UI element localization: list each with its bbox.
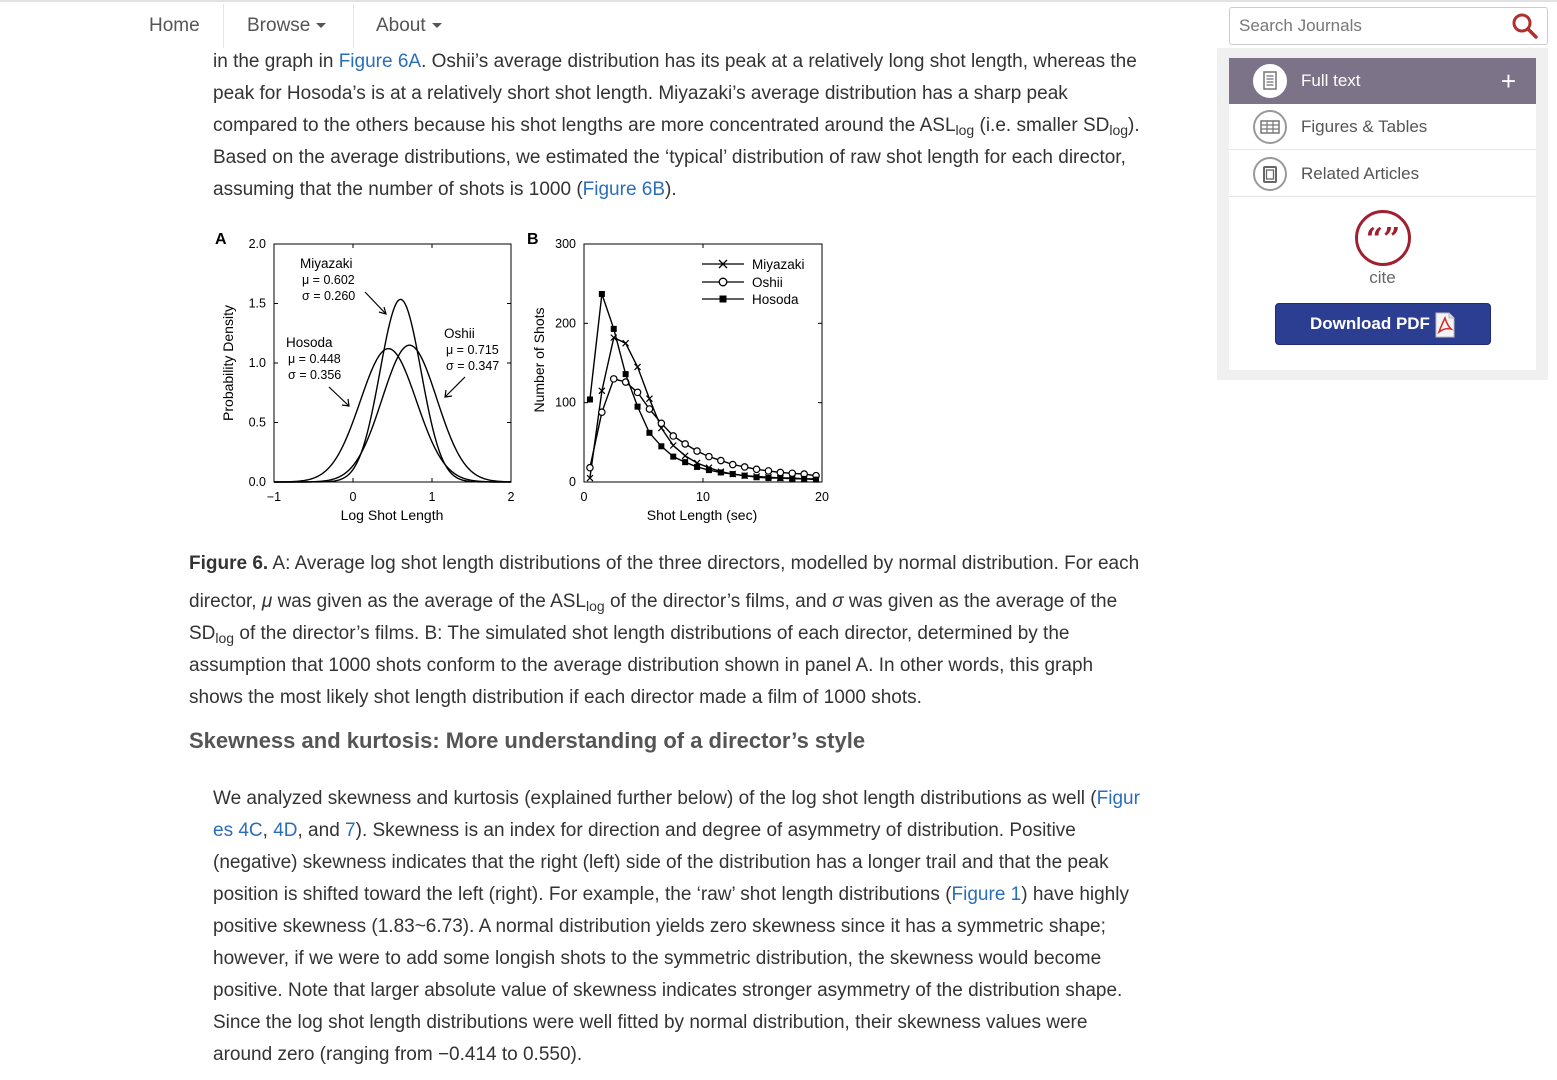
data-point: [635, 404, 641, 410]
miyazaki-annotation-name: Miyazaki: [300, 256, 353, 271]
series-oshii: [587, 376, 820, 479]
data-point: [694, 448, 700, 454]
plus-icon[interactable]: +: [1500, 66, 1516, 96]
data-point: [599, 291, 605, 297]
sidebar-item-label: Related Articles: [1301, 164, 1420, 183]
table-icon: [1253, 110, 1287, 144]
paragraph-intro: [213, 46, 1193, 206]
legend-label-hosoda: Hosoda: [752, 292, 799, 307]
sidebar-item-full-text[interactable]: [1229, 58, 1536, 104]
x-tick-label: 20: [815, 490, 829, 504]
data-point: [742, 473, 748, 479]
svg-text:“”: “”: [1365, 222, 1401, 257]
download-pdf-button[interactable]: [1275, 303, 1491, 345]
legend-marker-hosoda: [720, 296, 727, 303]
nav-home-label: Home: [149, 15, 200, 36]
sidebar-panel: [1229, 58, 1536, 370]
article-sidebar: [1217, 48, 1548, 380]
data-point: [658, 420, 664, 426]
link-figures-4c-cont[interactable]: es 4C: [213, 820, 263, 841]
y-tick-label: 0.0: [248, 475, 266, 489]
data-point: [706, 467, 712, 473]
text-line: assuming that the number of shots is 1000 (Figure 6B).: [213, 179, 677, 200]
text-line: positive. Note that larger absolute value of skewness indicates stronger asymmetry of the distribution shape.: [213, 980, 1123, 1001]
y-tick-label: 300: [555, 237, 576, 251]
panel-a-curves: [274, 299, 511, 482]
y-tick-label: 2.0: [248, 237, 266, 251]
data-point: [694, 464, 700, 470]
data-point: [765, 468, 771, 474]
data-point: [646, 430, 652, 436]
miyazaki-annotation-mu: μ = 0.602: [302, 273, 355, 287]
data-point: [777, 469, 783, 475]
data-point: [718, 457, 724, 463]
text-line: peak for Hosoda’s is at a relatively short shot length. Miyazaki’s average distribution has a sharp peak: [213, 83, 1068, 104]
section-heading: Skewness and kurtosis: More understanding of a director’s style: [189, 728, 866, 753]
series-line: [590, 379, 816, 476]
data-point: [670, 443, 676, 449]
panel-b-legend: [702, 257, 805, 307]
data-point: [682, 441, 688, 447]
x-tick-label: 10: [696, 490, 710, 504]
x-tick-label: 2: [507, 490, 515, 504]
miyazaki-annotation-sigma: σ = 0.260: [302, 289, 356, 303]
data-point: [611, 326, 617, 332]
nav-home[interactable]: [127, 4, 222, 48]
text-line: in the graph in Figure 6A. Oshii’s average distribution has its peak at a relatively long shot length, whereas the: [213, 51, 1137, 72]
data-point: [646, 396, 652, 402]
figure-caption: [189, 548, 1184, 714]
data-point: [682, 459, 688, 465]
text-line: (negative) skewness indicates that the right (left) side of the distribution has a longer trail and that the peak: [213, 852, 1109, 873]
data-point: [789, 476, 795, 482]
text-line: We analyzed skewness and kurtosis (explained further below) of the log shot length distributions as well (Figur: [213, 788, 1140, 809]
y-tick-label: 1.0: [248, 356, 266, 370]
data-point: [730, 461, 736, 467]
y-tick-label: 0.5: [248, 415, 266, 430]
nav-browse-label: Browse: [247, 15, 311, 36]
series-line: [590, 338, 816, 479]
x-tick-label: −1: [266, 490, 282, 504]
link-figure-1[interactable]: Figure 1: [951, 884, 1022, 905]
text-line: positive skewness (1.83~6.73). A normal distribution yields zero skewness since it has a symmetric shape;: [213, 916, 1106, 937]
hosoda-annotation-mu: μ = 0.448: [288, 352, 341, 366]
data-point: [623, 340, 629, 346]
copy-icon: [1253, 157, 1287, 191]
nav-browse[interactable]: [225, 4, 348, 48]
text-line: position is shifted toward the left (right). For example, the ‘raw’ shot length distributions (Figure 1) have highly: [213, 884, 1129, 905]
data-point: [611, 376, 617, 382]
data-point: [634, 389, 640, 395]
text-line: Based on the average distributions, we estimated the ‘typical’ distribution of raw shot length for each director,: [213, 147, 1126, 168]
data-point: [623, 371, 629, 377]
legend-label-miyazaki: Miyazaki: [752, 257, 805, 272]
curve-miyazaki: [274, 299, 511, 482]
text-line: $SD_{log}$ of the director’s films. B: The simulated shot length distributions of each director, determined by the: [189, 623, 1070, 646]
search-box: [1229, 7, 1548, 45]
hosoda-annotation-name: Hosoda: [286, 335, 333, 350]
data-point: [587, 396, 593, 402]
panel-a-ylabel: Probability Density: [220, 305, 236, 421]
oshii-annotation-mu: μ = 0.715: [446, 343, 499, 357]
pdf-icon: [1434, 312, 1456, 338]
search-icon[interactable]: [1511, 12, 1539, 40]
legend-marker-oshii: [719, 278, 727, 286]
figure-6-svg: [205, 222, 845, 532]
text-line: assumption that 1000 shots conform to the average distribution shown in panel A. In other words, this graph: [189, 655, 1094, 676]
data-point: [658, 443, 664, 449]
panel-b-ylabel: Number of Shots: [531, 307, 547, 413]
data-point: [754, 474, 760, 480]
cite-label[interactable]: cite: [1369, 268, 1396, 287]
link-figure-6a[interactable]: Figure 6A: [338, 51, 422, 72]
chevron-down-icon: [432, 23, 442, 28]
text-line: compared to the others because his shot lengths are more concentrated around the $ASL_{log}$ (i.e. smaller $SD_{log}$).: [213, 115, 1140, 138]
x-tick-label: 1: [428, 490, 436, 504]
panel-b-frame: [584, 244, 822, 482]
y-tick-label: 0: [569, 475, 576, 489]
text-line: director, μ was given as the average of the $ASL_{log}$ of the director’s films, and σ was given as the average of the: [189, 591, 1118, 614]
y-tick-label: 1.5: [248, 296, 266, 311]
x-tick-label: 0: [349, 490, 357, 504]
document-icon: [1253, 64, 1287, 98]
data-point: [670, 454, 676, 460]
data-point: [789, 470, 795, 476]
text-line: shows the most likely shot length distribution if each director made a film of 1000 shots.: [189, 687, 922, 708]
sidebar-item-related-articles[interactable]: [1229, 151, 1536, 197]
text-line: around zero (ranging from −0.414 to 0.550).: [213, 1044, 583, 1065]
data-point: [635, 364, 641, 370]
panel-b-xlabel: Shot Length (sec): [646, 507, 758, 523]
data-point: [741, 464, 747, 470]
search-input[interactable]: [1239, 16, 1499, 36]
paragraph-skewness: [213, 783, 1198, 1071]
nav-about-label: About: [376, 15, 426, 36]
figure-6: [205, 222, 845, 532]
oshii-arrow: [445, 377, 465, 397]
data-point: [765, 475, 771, 481]
data-point: [682, 453, 688, 459]
text-line: es 4C, 4D, and 7). Skewness is an index for direction and degree of asymmetry of distribution. Positive: [213, 820, 1076, 841]
sidebar-item-label: Figures & Tables: [1301, 117, 1428, 136]
series-line: [590, 294, 816, 480]
data-point: [646, 406, 652, 412]
hosoda-annotation-sigma: σ = 0.356: [288, 368, 342, 382]
data-point: [718, 469, 724, 475]
legend-label-oshii: Oshii: [752, 275, 783, 290]
data-point: [599, 409, 605, 415]
download-pdf-label: Download PDF: [1310, 314, 1430, 333]
data-point: [801, 476, 807, 482]
text-line: Figure 6. A: Average log shot length distributions of the three directors, modelled by normal distribution. For each: [189, 553, 1140, 574]
chevron-down-icon: [316, 23, 326, 28]
top-nav: [0, 0, 1557, 48]
sidebar-item-figures-tables[interactable]: [1229, 104, 1536, 150]
link-figure-6b[interactable]: Figure 6B: [582, 179, 666, 200]
y-tick-label: 100: [555, 395, 576, 410]
panel-b-series: [587, 291, 820, 483]
link-figure-7[interactable]: 7: [345, 820, 356, 841]
miyazaki-arrow: [365, 292, 386, 314]
nav-about[interactable]: [354, 4, 464, 48]
data-point: [706, 453, 712, 459]
text-line: however, if we were to add some longish shots to the symmetric distribution, the skewness would become: [213, 948, 1102, 969]
hosoda-arrow: [329, 387, 349, 406]
panel-b-label: B: [527, 231, 539, 248]
oshii-annotation-sigma: σ = 0.347: [446, 359, 500, 373]
data-point: [587, 465, 593, 471]
oshii-annotation-name: Oshii: [444, 326, 475, 341]
panel-b-xticks: [581, 244, 829, 504]
y-tick-label: 200: [555, 316, 576, 331]
link-figure-4d[interactable]: 4D: [273, 820, 298, 841]
data-point: [813, 477, 819, 483]
sidebar-item-label: Full text: [1301, 71, 1361, 90]
link-figures-4c[interactable]: Figur: [1096, 788, 1140, 809]
x-tick-label: 0: [580, 490, 588, 504]
data-point: [670, 433, 676, 439]
panel-a-xlabel: Log Shot Length: [340, 507, 444, 523]
nav-divider: [223, 4, 224, 48]
text-line: Since the log shot length distributions were well fitted by normal distribution, their skewness values were: [213, 1012, 1088, 1033]
panel-a-label: A: [215, 231, 227, 248]
data-point: [753, 466, 759, 472]
quote-icon[interactable]: [1355, 210, 1411, 266]
data-point: [730, 471, 736, 477]
data-point: [777, 475, 783, 481]
